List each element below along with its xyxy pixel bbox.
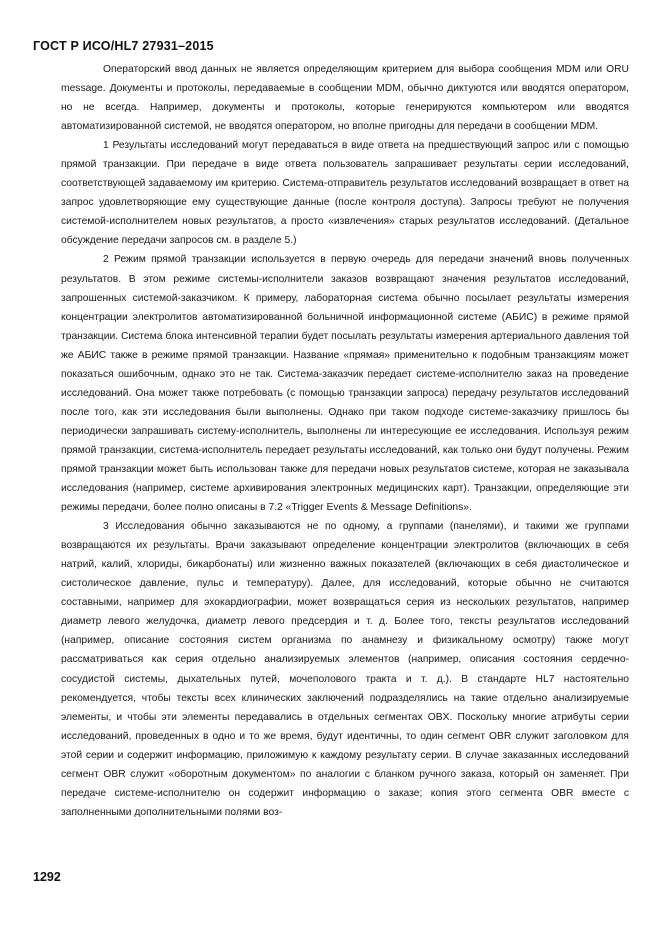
body-text — [61, 60, 629, 822]
page-number: 1292 — [33, 870, 61, 884]
paragraph-operator-input: Операторский ввод данных не является определяющим критерием для выбора сообщения MDM или ORU message. Документы и протоколы, передаваемые в сообщении MDM, обычно диктуются или вводятся оператором, но не всегда. Например, документы и протоколы, которые генерируются компьютером или вводятся автоматизированной системой, не вводятся оператором, но вполне пригодны для передачи в сообщении MDM. — [61, 64, 629, 133]
standard-header: ГОСТ Р ИСО/HL7 27931–2015 — [33, 39, 214, 53]
paragraph-query-response: 1 Результаты исследований могут передаваться в виде ответа на предшествующий запрос или с помощью прямой транзакции. При передаче в виде ответа пользователь запрашивает результаты серии исследований, соответствующей задаваемому им критерию. Система-отправитель результатов исследований возвращает в ответ на запрос удовлетворяющие ему существующие данные (после контроля доступа). Запросы требуют не получения системой-исполнителем новых результатов, а просто «извлечения» старых результатов исследований. (Детальное обсуждение передачи запросов см. в разделе 5.) — [61, 140, 629, 247]
paragraph-direct-transaction: 2 Режим прямой транзакции используется в первую очередь для передачи значений вновь полученных результатов. В этом режиме системы-исполнители заказов возвращают значения результатов исследований, запрошенных системой-заказчиком. К примеру, лабораторная система обычно посылает результаты измерения концентрации электролитов автоматизированной больничной информационной системе (АБИС) в режиме прямой транзакции. Система блока интенсивной терапии будет посылать результаты измерения артериального давления той же АБИС также в режиме прямой транзакции. Название «прямая» применительно к подобным транзакциям может показаться ошибочным, однако это не так. Система-заказчик передает системе-исполнителю заказ на проведение исследований. Она может также потребовать (с помощью транзакции запроса) передачу результатов исследований после того, как эти исследования были выполнены. Однако при таком подходе системе-заказчику пришлось бы периодически запрашивать систему-исполнитель, выполнены ли интересующие ее исследования. Используя режим прямой транзакции, система-исполнитель передает результаты исследований, как только они будут получены. Режим прямой транзакции может быть использован также для передачи новых результатов системе, которая не заказывала исследования (например, системе архивирования электронных медицинских карт). Транзакции, определяющие эти режимы передачи, более полно описаны в 7.2 «Trigger Events & Message Definitions». — [61, 254, 629, 514]
paragraph-test-panels: 3 Исследования обычно заказываются не по одному, а группами (панелями), и такими же группами возвращаются их результаты. Врачи заказывают определение концентрации электролитов (включающих в себя натрий, калий, хлориды, бикарбонаты) или жизненно важных показателей (включающих в себя диастолическое и систолическое давление, пульс и температуру). Далее, для исследований, которые обычно не считаются составными, например для эхокардиографии, может возвращаться серия из нескольких результатов, например диаметр левого желудочка, диаметр левого предсердия и т. д. Более того, тексты результатов исследований (например, описание состояния систем организма по анамнезу и физикальному осмотру) также могут рассматриваться как серия отдельно анализируемых элементов (например, описания состояния сердечно-сосудистой системы, дыхательных путей, мочеполового тракта и т. д.). В стандарте HL7 настоятельно рекомендуется, чтобы тексты всех клинических заключений подразделялись на такие отдельно анализируемые элементы, и чтобы эти элементы передавались в отдельных сегментах OBX. Поскольку многие атрибуты серии исследований, проведенных в одно и то же время, будут идентичны, то один сегмент OBR служит заголовком для этой серии и содержит информацию, приложимую к каждому результату серии. В случае заказанных исследований сегмент OBR служит «оборотным документом» по аналогии с бланком ручного заказа, который он заменяет. При передаче системе-исполнителю он содержит информацию о заказе; копия этого сегмента OBR вместе с заполненными дополнительными полями воз- — [61, 521, 629, 818]
